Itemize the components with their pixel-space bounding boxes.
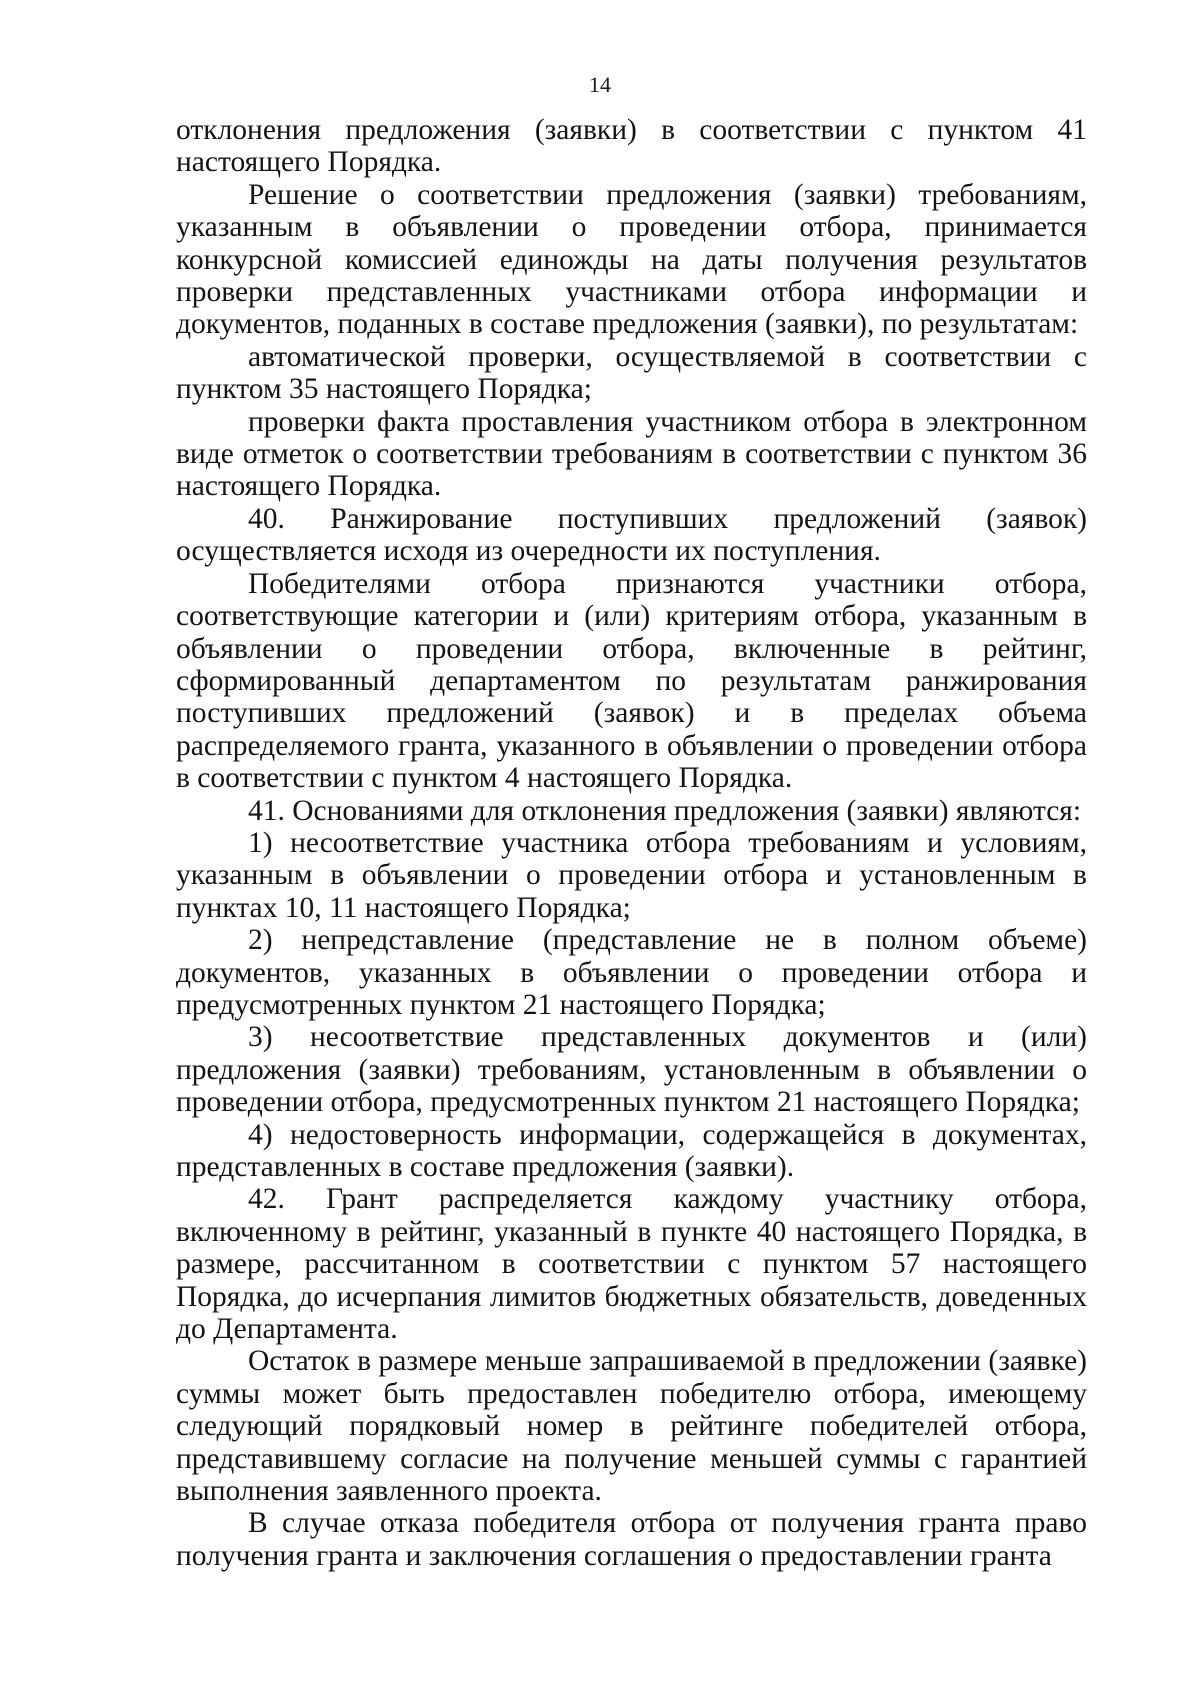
paragraph-item-42: 42. Грант распределяется каждому участнику отбора, включенному в рейтинг, указанный в пункте 40 настоящего Порядка, в размере, рассчитанном в соответствии с пунктом 57 настоящего Порядка, до исчерпания лимитов бюджетных обязательств, доведенных до Департамента. <box>176 1183 1087 1346</box>
list-item-41-2: 2) непредставление (представление не в полном объеме) документов, указанных в объявлении о проведении отбора и предусмотренных пунктом 21 настоящего Порядка; <box>176 924 1087 1021</box>
paragraph-winners: Победителями отбора признаются участники отбора, соответствующие категории и (или) критериям отбора, указанным в объявлении о проведении отбора, включенные в рейтинг, сформированный департаментом по результатам ранжирования поступивших предложений (заявок) и в пределах объема распределяемого гранта, указанного в объявлении о проведении отбора в соответствии с пунктом 4 настоящего Порядка. <box>176 567 1087 795</box>
list-item-41-1: 1) несоответствие участника отбора требованиям и условиям, указанным в объявлении о проведении отбора и установленным в пунктах 10, 11 настоящего Порядка; <box>176 826 1087 924</box>
list-item-41-3: 3) несоответствие представленных документов и (или) предложения (заявки) требованиям, установленным в объявлении о проведении отбора, предусмотренных пунктом 21 настоящего Порядка; <box>176 1021 1087 1119</box>
paragraph-decision-compliance: Решение о соответствии предложения (заявки) требованиям, указанным в объявлении о проведении отбора, принимается конкурсной комиссией единожды на даты получения результатов проверки представленных участниками отбора информации и документов, поданных в составе предложения (заявки), по результатам: <box>176 178 1087 341</box>
page-number: 14 <box>589 72 611 97</box>
paragraph-marks-check: проверки факта проставления участником отбора в электронном виде отметок о соответствии требованиям в соответствии с пунктом 36 настоящего Порядка. <box>176 405 1087 503</box>
document-body <box>176 114 1087 1572</box>
paragraph-automatic-check: автоматической проверки, осуществляемой в соответствии с пунктом 35 настоящего Порядка; <box>176 340 1087 406</box>
paragraph-refusal: В случае отказа победителя отбора от получения гранта право получения гранта и заключения соглашения о предоставлении гранта <box>176 1507 1087 1572</box>
paragraph-remainder: Остаток в размере меньше запрашиваемой в предложении (заявке) суммы может быть предоставлен победителю отбора, имеющему следующий порядковый номер в рейтинге победителей отбора, представившему согласие на получение меньшей суммы с гарантией выполнения заявленного проекта. <box>176 1345 1087 1508</box>
paragraph-item-41: 41. Основаниями для отклонения предложения (заявки) являются: <box>248 794 1082 827</box>
list-item-41-4: 4) недостоверность информации, содержащейся в документах, представленных в составе предложения (заявки). <box>176 1118 1087 1183</box>
paragraph-continuation: отклонения предложения (заявки) в соответствии с пунктом 41 настоящего Порядка. <box>176 114 1087 179</box>
paragraph-item-40: 40. Ранжирование поступивших предложений (заявок) осуществляется исходя из очередности их поступления. <box>176 502 1087 568</box>
